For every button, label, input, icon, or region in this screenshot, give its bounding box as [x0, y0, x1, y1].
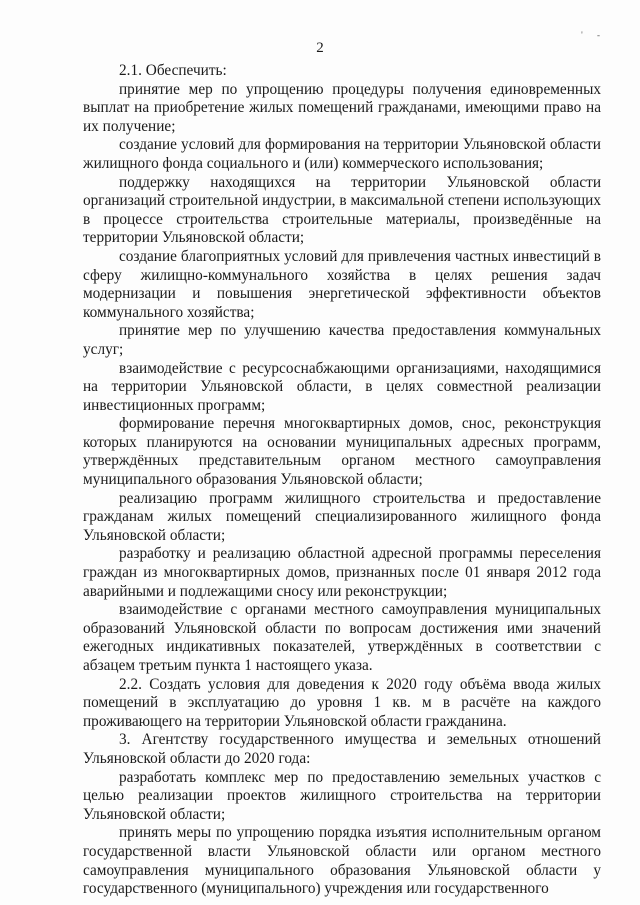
paragraph-land-plots: разработать комплекс мер по предоставлению земельных участков с целью реализации проектов жилищного строительства на территории Ульяновской области; [83, 768, 601, 823]
paragraph-construction-industry: поддержку находящихся на территории Ульяновской области организаций строительной индустрии, в максимальной степени использующих в процессе строительства строительные материалы, произведённые на территории Ульяновской области; [83, 173, 601, 247]
paragraph-apartment-list: формирование перечня многоквартирных домов, снос, реконструкция которых планируются на основании муниципальных адресных программ, утверждённых представительным органом местного самоуправления муниципального образования Ульяновской области; [83, 415, 601, 489]
page-number: 2 [316, 40, 324, 56]
paragraph-local-government: взаимодействие с органами местного самоуправления муниципальных образований Ульяновской области по вопросам достижения ими значений ежегодных индикативных показателей, утверждённых в соответствии с абзацем третьим пункта 1 настоящего указа. [83, 601, 601, 674]
paragraph-private-investment: создание благоприятных условий для привлечения частных инвестиций в сферу жилищно-коммунального хозяйства в целях решения задач модернизации и повышения энергетической эффективности объектов коммунального хозяйства; [83, 247, 601, 321]
paragraph-lump-sum-payments: принятие мер по упрощению процедуры получения единовременных выплат на приобретение жилых помещений гражданами, имеющими право на их получение; [83, 80, 601, 135]
paragraph-resource-suppliers: взаимодействие с ресурсоснабжающими организациями, находящимися на территории Ульяновской области, в целях совместной реализации инвестиционных программ; [83, 359, 601, 414]
paragraph-3-heading: 3. Агентству государственного имущества и земельных отношений Ульяновской области до 2020 года: [83, 731, 601, 767]
paragraph-housing-stock: создание условий для формирования на территории Ульяновской области жилищного фонда социального и (или) коммерческого использования; [83, 136, 601, 172]
corner-marks: ' - [581, 30, 606, 40]
paragraph-seizure-procedure: принять меры по упрощению порядка изъятия исполнительным органом государственной власти Ульяновской области или органом местного самоуправления муниципального образования Ульяновской области у государственного (муниципального) учреждения или государственного [83, 824, 601, 898]
paragraph-2-2: 2.2. Создать условия для доведения к 2020 году объёма ввода жилых помещений в эксплуатацию до уровня 1 кв. м в расчёте на каждого проживающего на территории Ульяновской области гражданина. [83, 675, 601, 730]
document-body [83, 62, 601, 899]
paragraph-utility-services: принятие мер по улучшению качества предоставления коммунальных услуг; [83, 322, 601, 358]
paragraph-2-1-heading: 2.1. Обеспечить: [119, 62, 227, 79]
paragraph-resettlement-program: разработку и реализацию областной адресной программы переселения граждан из многоквартирных домов, признанных после 01 января 2012 года аварийными и подлежащими сносу или реконструкции; [83, 545, 601, 600]
paragraph-housing-programs: реализацию программ жилищного строительства и предоставление гражданам жилых помещений специализированного жилищного фонда Ульяновской области; [83, 489, 601, 544]
